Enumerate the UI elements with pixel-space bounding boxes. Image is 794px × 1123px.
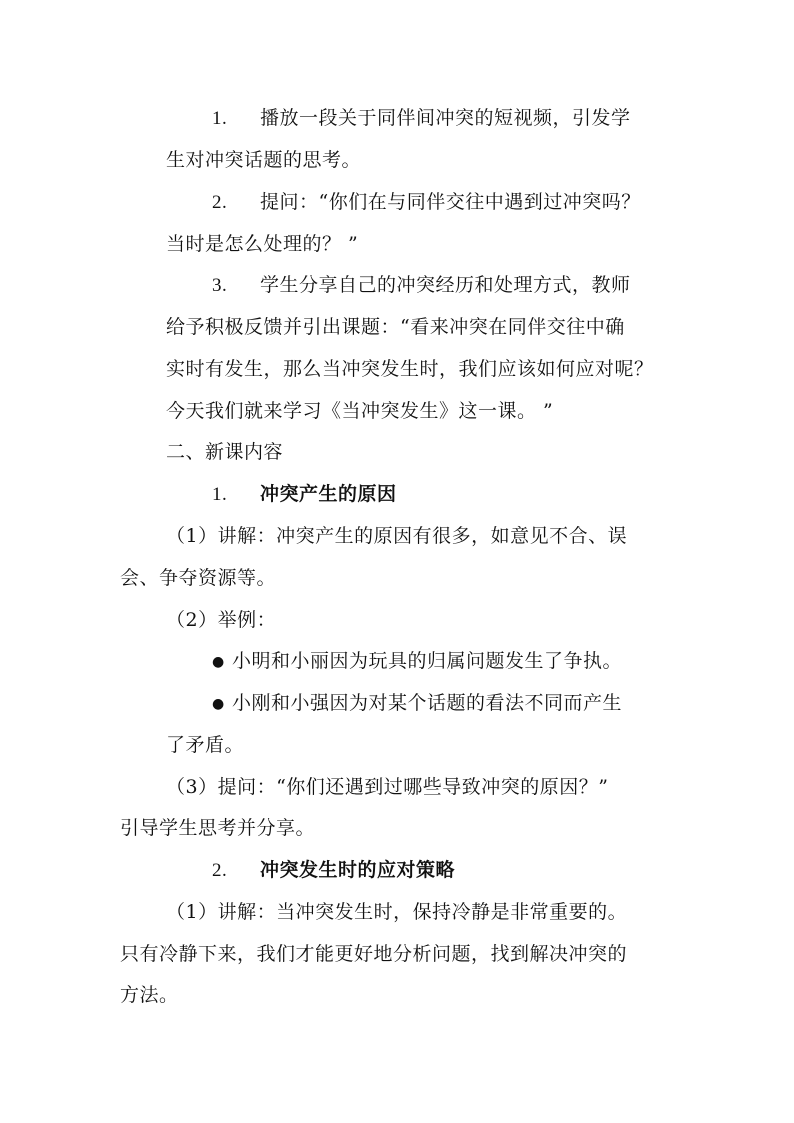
subsection-title: 冲突发生时的应对策略 [260,859,456,881]
intro-item-1-line-2: 生对冲突话题的思考。 [166,149,362,171]
bullet-text: 小刚和小强因为对某个话题的看法不同而产生 [232,692,623,714]
subsection-title: 冲突产生的原因 [260,483,397,505]
bullet-item-2-line-2: 了矛盾。 [166,734,245,756]
intro-item-1-line-1 [212,106,631,131]
paragraph-text: 学生分享自己的冲突经历和处理方式，教师 [260,274,631,296]
bullet-icon: ● [212,696,225,712]
paragraph-text: 提问：“你们在与同伴交往中遇到过冲突吗？ [260,191,641,213]
strategy-paragraph-1-line-2: 只有冷静下来，我们才能更好地分析问题，找到解决冲突的 [120,943,628,965]
cause-paragraph-1-line-1: （1）讲解：冲突产生的原因有很多，如意见不合、误 [166,525,628,547]
list-number: 2. [212,192,228,213]
bullet-text: 小明和小丽因为玩具的归属问题发生了争执。 [232,650,623,672]
cause-paragraph-3-line-2: 引导学生思考并分享。 [120,817,316,839]
intro-item-3-line-1 [212,273,631,298]
bullet-item-1 [212,649,622,674]
intro-item-3-line-4: 今天我们就来学习《当冲突发生》这一课。 ” [166,400,554,422]
section-heading: 二、新课内容 [166,441,284,463]
strategy-paragraph-1-line-1: （1）讲解：当冲突发生时，保持冷静是非常重要的。 [166,901,628,923]
cause-paragraph-2: （2）举例： [166,609,277,631]
subsection-2-heading [212,858,455,883]
subsection-1-heading [212,482,397,507]
list-number: 1. [212,108,228,129]
intro-item-3-line-3: 实时有发生，那么当冲突发生时，我们应该如何应对呢？ [166,358,654,380]
list-number: 3. [212,275,228,296]
cause-paragraph-3-line-1: （3）提问：“你们还遇到过哪些导致冲突的原因？” [166,776,609,798]
cause-paragraph-1-line-2: 会、争夺资源等。 [120,567,277,589]
bullet-icon: ● [212,654,225,670]
strategy-paragraph-1-line-3: 方法。 [120,984,179,1006]
bullet-item-2 [212,691,622,716]
intro-item-2-line-1 [212,190,641,215]
intro-item-2-line-2: 当时是怎么处理的？ ” [166,233,359,255]
list-number: 2. [212,860,228,881]
list-number: 1. [212,484,228,505]
intro-item-3-line-2: 给予积极反馈并引出课题：“看来冲突在同伴交往中确 [166,316,625,338]
paragraph-text: 播放一段关于同伴间冲突的短视频，引发学 [260,107,631,129]
